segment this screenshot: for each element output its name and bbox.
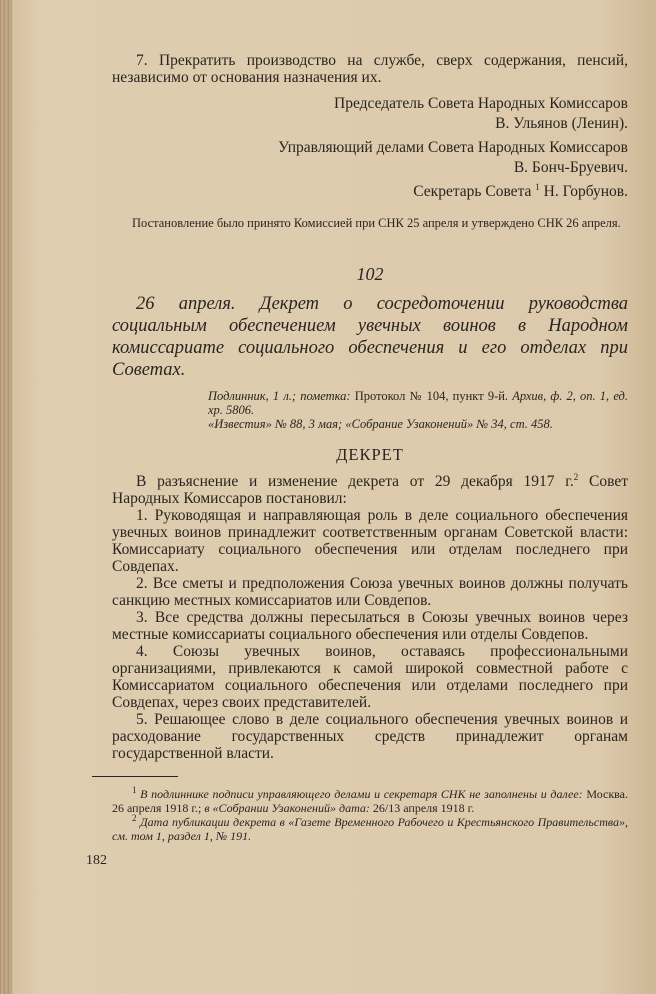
source-original-note: Протокол № 104, пункт 9-й. [350,389,513,403]
decree-intro [112,473,628,507]
signature-block [112,94,628,202]
footnote-1 [112,787,628,815]
footnote-2 [112,815,628,843]
source-block [112,389,628,431]
source-original [112,389,628,417]
intro-text: В разъяснение и изменение декрета от 29 декабря 1917 г. [136,473,574,490]
footnote-1-italic-b: в «Собрании Узаконений» дата: [204,801,370,815]
decree-point-1: 1. Руководящая и направляющая роль в деле социального обеспечения увечных воинов принадлежит соответственным органам Советской власти: Комиссариату социального обеспечения или отделам последнего при Совдепах. [112,507,628,575]
decree-heading: ДЕКРЕТ [336,445,404,464]
document-title: 26 апреля. Декрет о сосредоточении руководства социальным обеспечением увечных воинов в Народном комиссариате социального обеспечения и его отделах при Советах. [112,294,628,380]
source-archive: Архив, ф. 2, оп. 1, ед. хр. 5806. [208,389,629,417]
decree-point-2: 2. Все сметы и предположения Союза увечных воинов должны получать санкцию местных комиссариатов или Совдепов. [112,575,628,609]
page-number: 182 [86,853,107,868]
footnote-2-text: Дата публикации декрета в «Газете Временного Рабочего и Крестьянского Правительства», см. том 1, раздел 1, № 191. [112,815,628,843]
decree-point-5: 5. Решающее слово в деле социального обеспечения увечных воинов и расходование государственных средств принадлежит органам государственной власти. [112,711,628,762]
intro-tail: Совет Народных Комиссаров постановил: [112,473,628,507]
footnote-ref-2: 2 [573,471,579,482]
source-publication [112,417,628,431]
footnote-divider [92,776,178,777]
resolution-note: Постановление было принято Комиссией при СНК 25 апреля и утверждено СНК 26 апреля. [132,216,621,230]
signature-chairman-title: Председатель Совета Народных Комиссаров [334,95,628,112]
footnote-1-text-a: Москва. 26 апреля 1918 г.; [112,787,628,815]
signature-manager-title: Управляющий делами Совета Народных Комиссаров [278,139,628,156]
source-publication-text: «Известия» № 88, 3 мая; «Собрание Узаконений» № 34, ст. 458. [208,417,553,431]
signature-manager-name: В. Бонч-Бруевич. [513,159,628,176]
source-original-label: Подлинник, 1 л.; пометка: [208,389,351,403]
footnote-1-marker: 1 [132,785,137,795]
signature-chairman-name: В. Ульянов (Ленин). [495,115,628,132]
secretary-label: Секретарь Совета [413,183,532,200]
page-edge [0,0,12,994]
signature-secretary [112,182,628,202]
decree-point-4: 4. Союзы увечных воинов, оставаясь профессиональными организациями, привлекаются к самой широкой совместной работе с Комиссариатом социального обеспечения или отделами последнего при Совдепах, через своих представителей. [112,643,628,711]
secretary-name: Н. Горбунов. [543,183,628,200]
footnote-2-marker: 2 [132,813,137,823]
footnotes [112,787,628,843]
footnote-1-italic-a: В подлиннике подписи управляющего делами и секретаря СНК не заполнены и далее: [140,787,583,801]
footnote-ref-1: 1 [535,181,540,192]
item-7: 7. Прекратить производство на службе, сверх содержания, пенсий, независимо от основания назначения их. [112,52,628,86]
decree-point-3: 3. Все средства должны пересылаться в Союзы увечных воинов через местные комиссариаты социального обеспечения или отделы Совдепов. [112,609,628,643]
document-number: 102 [356,264,384,284]
footnote-1-text-b: 26/13 апреля 1918 г. [369,801,475,815]
page-content [86,52,629,869]
